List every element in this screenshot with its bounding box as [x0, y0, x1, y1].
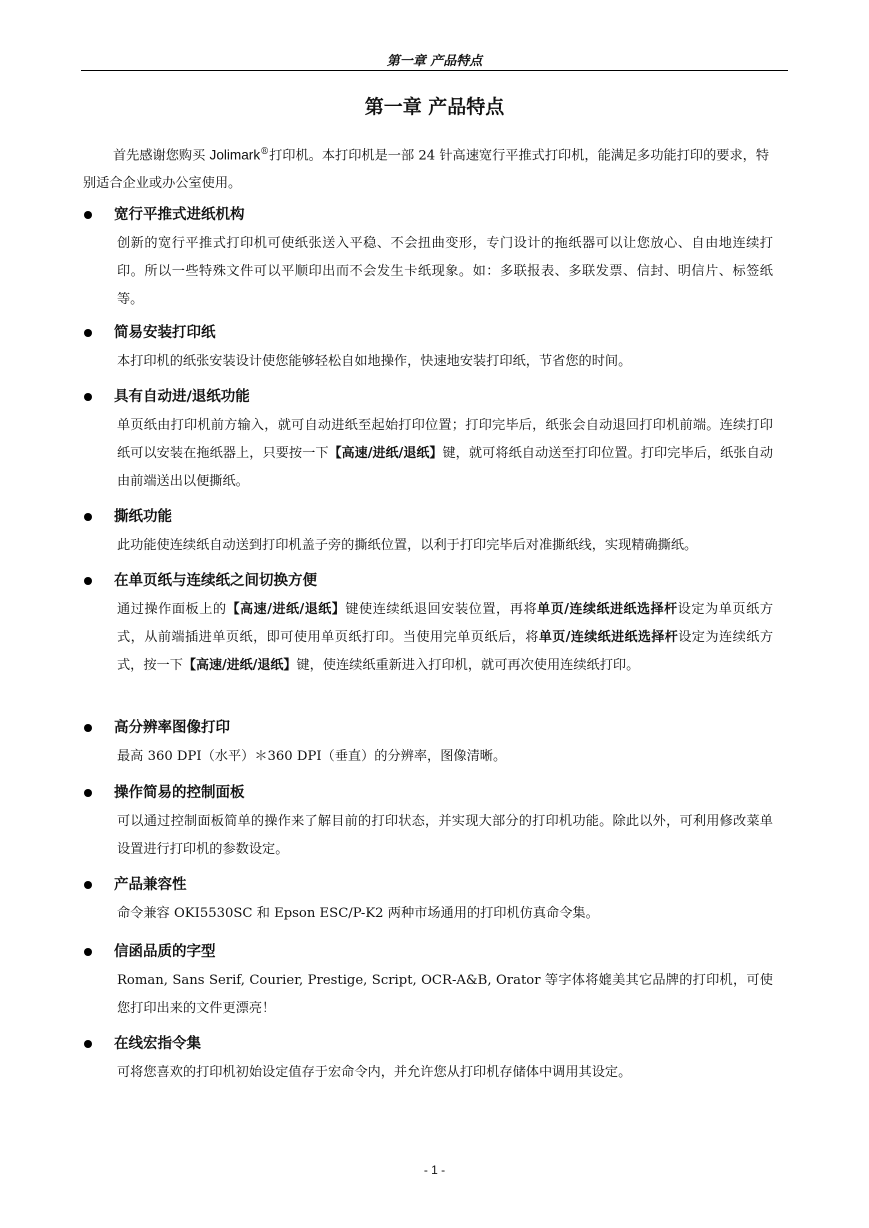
bullet-icon	[84, 789, 92, 797]
body-text: 创新的宽行平推式打印机可使纸张送入平稳、不会扭曲变形，专门设计的拖纸器可以让您放心、自由地连续打印。所以一些特殊文件可以平顺印出而不会发生卡纸现象。如：多联报表、多联发票、信封、明信片、标签纸等。	[117, 236, 773, 307]
body-text: 键，就可将纸自动送至打印位置。打印完毕后，纸张自动由前端送出以便撕纸。	[117, 446, 774, 489]
lever-name: 单页/连续纸进纸选择杆	[537, 602, 678, 617]
feature-section-tear-off	[83, 506, 773, 560]
section-body	[117, 808, 773, 864]
section-body	[117, 900, 773, 928]
header-rule	[81, 70, 788, 71]
section-title: 宽行平推式进纸机构	[114, 207, 245, 223]
section-title: 具有自动进/退纸功能	[114, 389, 250, 405]
body-text: 单页纸由打印机前方输入，就可自动进纸至起始打印位置；打印完毕后，纸张会自动退回打印机前端。连续打印纸可以安装在拖纸器上，只要按一下	[117, 418, 773, 461]
section-body	[117, 348, 773, 376]
section-title: 在线宏指令集	[114, 1036, 201, 1052]
key-name: 【高速/进纸/退纸】	[226, 602, 346, 617]
body-text: 命令兼容 OKI5530SC 和 Epson ESC/P-K2 两种市场通用的打印机仿真命令集。	[117, 906, 599, 921]
bullet-icon	[84, 1040, 92, 1048]
section-title: 高分辨率图像打印	[114, 720, 230, 736]
body-text: 本打印机的纸张安装设计使您能够轻松自如地操作，快速地安装打印纸，节省您的时间。	[117, 354, 632, 369]
feature-section-paper-feed	[83, 204, 773, 314]
bullet-icon	[84, 881, 92, 889]
feature-section-auto-feed	[83, 386, 773, 496]
chapter-title: 第一章 产品特点	[364, 96, 505, 118]
intro-text-2: 打印机。本打印机是一部 24 针高速宽行平推式打印机，能满足多功能打印的要求，特别适合企业或办公室使用。	[83, 148, 770, 192]
bullet-icon	[84, 577, 92, 585]
intro-text-1: 首先感谢您购买	[113, 148, 210, 164]
body-text: 设定为连续纸方式，按一下	[117, 630, 774, 673]
page-number: - 1 -	[423, 1163, 446, 1177]
body-text: 键使连续纸退回安装位置，再将	[345, 602, 538, 617]
section-body	[117, 1059, 773, 1087]
body-text: 可以通过控制面板简单的操作来了解目前的打印状态，并实现大部分的打印机功能。除此以外，可利用修改菜单设置进行打印机的参数设定。	[117, 814, 773, 857]
body-text: 可将您喜欢的打印机初始设定值存于宏命令内，并允许您从打印机存储体中调用其设定。	[117, 1065, 632, 1080]
feature-section-control-panel	[83, 782, 773, 864]
key-name: 【高速/进纸/退纸】	[328, 446, 443, 461]
intro-paragraph	[83, 138, 773, 198]
section-title: 产品兼容性	[114, 877, 187, 893]
section-body	[117, 412, 773, 496]
body-text: 最高 360 DPI（水平）＊360 DPI（垂直）的分辨率，图像清晰。	[117, 749, 507, 764]
section-body	[117, 596, 773, 680]
feature-section-macro	[83, 1033, 773, 1087]
bullet-icon	[84, 724, 92, 732]
section-title: 撕纸功能	[114, 509, 172, 525]
feature-section-paper-install	[83, 322, 773, 376]
bullet-icon	[84, 393, 92, 401]
bullet-icon	[84, 211, 92, 219]
bullet-icon	[84, 329, 92, 337]
brand-name: Jolimark	[209, 147, 261, 163]
bullet-icon	[84, 513, 92, 521]
running-header: 第一章 产品特点	[386, 54, 483, 69]
feature-section-fonts	[83, 941, 773, 1023]
feature-section-compatibility	[83, 874, 773, 928]
body-text: 设定为单页纸方式，从前端插进单页纸，即可使用单页纸打印。当使用完单页纸后，将	[117, 602, 774, 645]
section-body	[117, 967, 773, 1023]
lever-name: 单页/连续纸进纸选择杆	[538, 630, 679, 645]
body-text: Roman, Sans Serif, Courier, Prestige, Script, OCR-A&B, Orator 等字体将媲美其它品牌的打印机，可使您打印出来的文件更漂亮！	[117, 973, 773, 1016]
section-title: 操作简易的控制面板	[114, 785, 245, 801]
section-title: 信函品质的字型	[114, 944, 216, 960]
registered-mark: ®	[260, 147, 270, 157]
body-text: 此功能使连续纸自动送到打印机盖子旁的撕纸位置，以利于打印完毕后对准撕纸线，实现精确撕纸。	[117, 538, 698, 553]
bullet-icon	[84, 948, 92, 956]
section-title: 简易安装打印纸	[114, 325, 216, 341]
feature-section-paper-switch	[83, 570, 773, 680]
key-name: 【高速/进纸/退纸】	[182, 658, 297, 673]
section-title: 在单页纸与连续纸之间切换方便	[114, 573, 317, 589]
body-text: 通过操作面板上的	[117, 602, 227, 617]
section-body	[117, 743, 773, 771]
section-body	[117, 230, 773, 314]
section-body	[117, 532, 773, 560]
feature-section-resolution	[83, 717, 773, 771]
body-text: 键，使连续纸重新进入打印机，就可再次使用连续纸打印。	[296, 658, 640, 673]
